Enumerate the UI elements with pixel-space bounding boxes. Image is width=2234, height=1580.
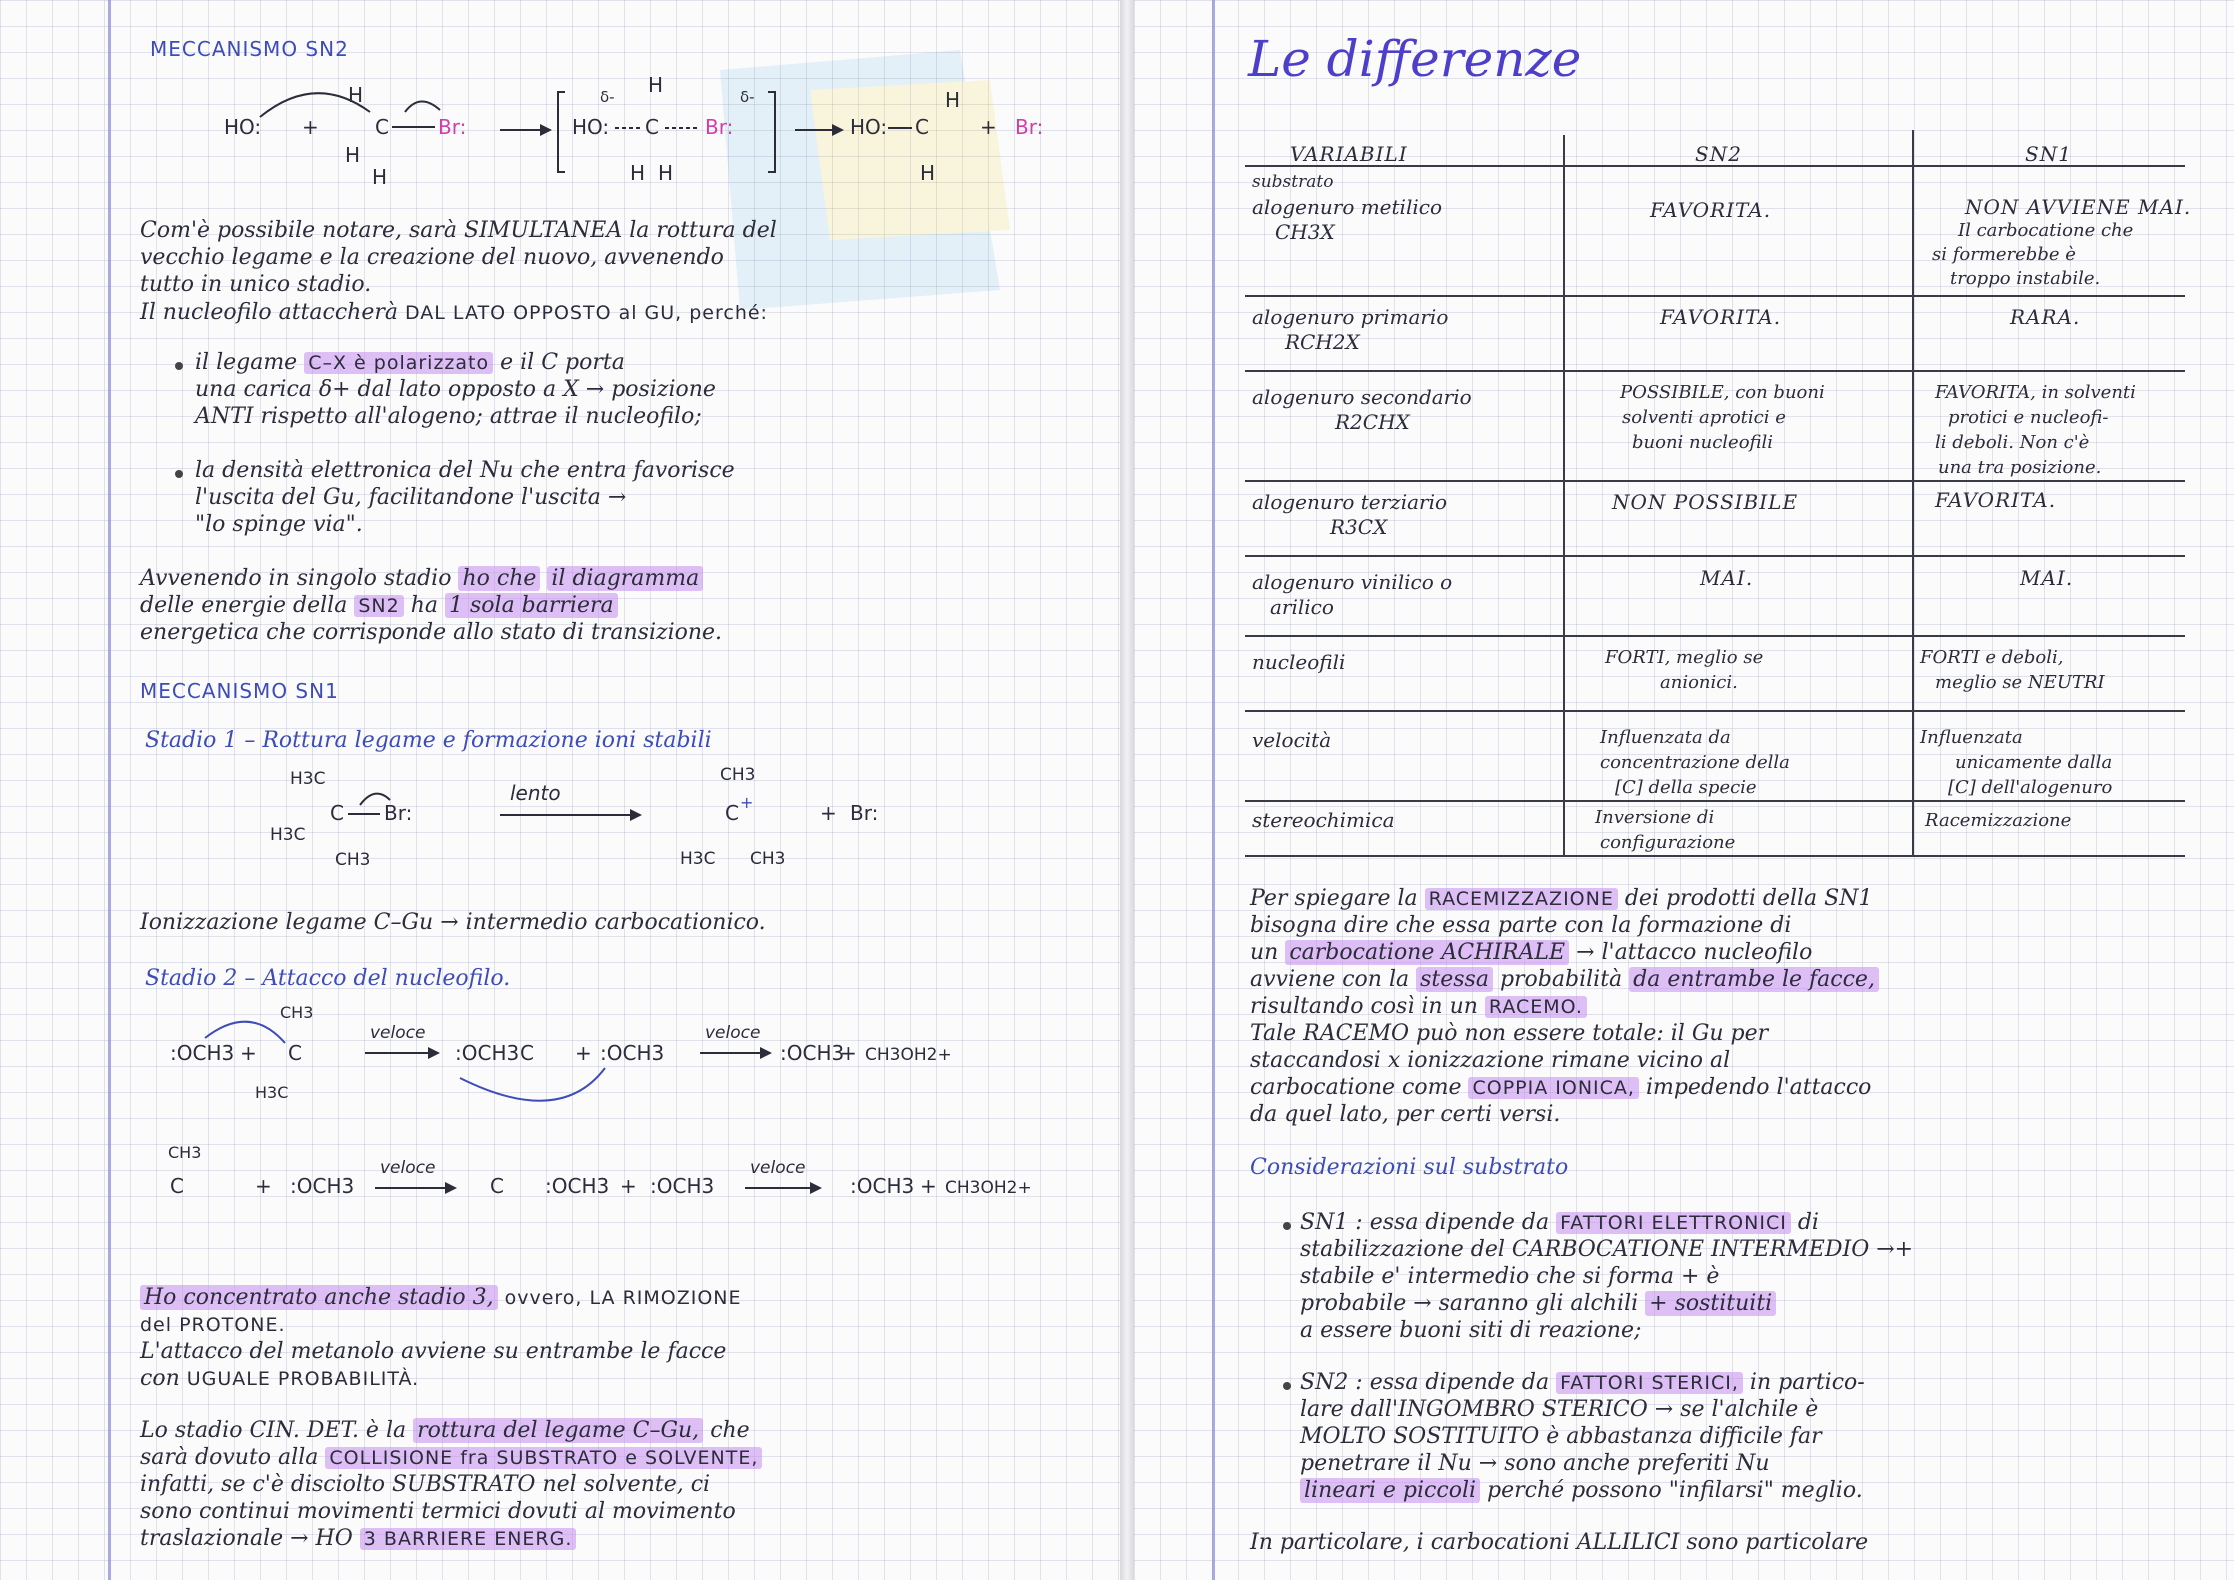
hydroxide-ts: HO: xyxy=(572,115,610,139)
sn1-step1-scheme xyxy=(260,760,960,880)
table-cell: FAVORITA, in solventi xyxy=(1935,382,2136,403)
methyl: CH3 xyxy=(750,849,786,869)
text-line: il legame C–X è polarizzato e il C porta xyxy=(195,350,625,375)
leaving-arrow xyxy=(405,101,440,112)
text-line: l'uscita del Gu, facilitandone l'uscita → xyxy=(195,485,627,510)
text-line: Per spiegare la RACEMIZZAZIONE dei prodotti della SN1 xyxy=(1250,886,1873,911)
table-cell: Racemizzazione xyxy=(1925,810,2072,831)
hydrogen: H xyxy=(945,88,961,112)
text-line: delle energie della SN2 ha 1 sola barriera xyxy=(140,593,618,619)
plus-sign: + xyxy=(302,115,319,139)
methyl: H3C xyxy=(290,769,326,789)
fast-label: veloce xyxy=(380,1158,436,1178)
text-line: del PROTONE. xyxy=(140,1314,286,1336)
plus-sign: + xyxy=(255,1174,272,1198)
methanol: :OCH3 xyxy=(650,1174,715,1198)
oxonium: :OCH3 xyxy=(545,1174,610,1198)
hydroxide: HO: xyxy=(224,115,262,139)
text-line: Avvenendo in singolo stadio ho che il diagramma xyxy=(140,566,703,592)
table-cell: FORTI e deboli, xyxy=(1920,647,2064,668)
table-cell: FORTI, meglio se xyxy=(1605,647,1764,668)
table-cell: li deboli. Non c'è xyxy=(1935,432,2090,453)
positive-charge: + xyxy=(740,793,754,812)
table-cell: Influenzata xyxy=(1920,727,2023,748)
table-cell: Inversione di xyxy=(1595,807,1715,828)
text-line: risultando così in un RACEMO. xyxy=(1250,994,1587,1020)
table-cell: solventi aprotici e xyxy=(1622,407,1786,428)
table-cell: R2CHX xyxy=(1335,410,1410,434)
margin-line xyxy=(108,0,111,1580)
text-line: a essere buoni siti di reazione; xyxy=(1300,1318,1642,1343)
table-header-variabili: VARIABILI xyxy=(1290,142,1408,166)
text-line: In particolare, i carbocationi ALLILICI sono particolare xyxy=(1250,1530,1869,1555)
table-cell: MAI. xyxy=(2020,566,2074,590)
table-cell: Influenzata da xyxy=(1600,727,1731,748)
heading-considerazioni: Considerazioni sul substrato xyxy=(1250,1155,1569,1180)
hydroxide-product: HO: xyxy=(850,115,888,139)
text-line: penetrare il Nu → sono anche preferiti Nu xyxy=(1300,1451,1770,1476)
table-cell: FAVORITA. xyxy=(1935,488,2057,512)
text-line: ANTI rispetto all'alogeno; attrae il nucleofilo; xyxy=(195,404,702,429)
text-line: L'attacco del metanolo avviene su entrambe le facce xyxy=(140,1339,727,1364)
table-cell: NON POSSIBILE xyxy=(1612,490,1799,514)
table-cell: si formerebbe è xyxy=(1932,244,2076,265)
table-cell: anionici. xyxy=(1660,672,1738,693)
text-line: stabile e' intermedio che si forma + è xyxy=(1300,1264,1720,1289)
text-line: SN2 : essa dipende da FATTORI STERICI, in partico- xyxy=(1300,1370,1865,1395)
table-cell: RARA. xyxy=(2010,305,2081,329)
text-line: energetica che corrisponde allo stato di transizione. xyxy=(140,620,723,645)
bracket-right xyxy=(768,92,775,172)
table-cell: troppo instabile. xyxy=(1950,268,2101,289)
text-line: bisogna dire che essa parte con la formazione di xyxy=(1250,913,1792,938)
page-title: Le differenze xyxy=(1248,30,1582,88)
table-cell: una tra posizione. xyxy=(1938,457,2102,478)
text-line: da quel lato, per certi versi. xyxy=(1250,1102,1561,1127)
margin-line xyxy=(1212,0,1215,1580)
hydrogen: H xyxy=(920,161,936,185)
sn1-step2-scheme xyxy=(160,998,1110,1258)
text-line: probabile → saranno gli alchili + sostituiti xyxy=(1300,1291,1776,1317)
bromine: Br: xyxy=(384,801,413,825)
ether-product: :OCH3 xyxy=(780,1041,845,1065)
bullet xyxy=(1283,1222,1291,1230)
text-line: con UGUALE PROBABILITÀ. xyxy=(140,1366,420,1391)
text-line: staccandosi x ionizzazione rimane vicino al xyxy=(1250,1048,1731,1073)
plus-sign: + xyxy=(840,1041,857,1065)
table-cell: POSSIBILE, con buoni xyxy=(1620,382,1825,403)
table-cell: FAVORITA. xyxy=(1650,198,1772,222)
text-line: MOLTO SOSTITUITO è abbastanza difficile far xyxy=(1300,1424,1822,1449)
methyl: CH3 xyxy=(280,1003,314,1022)
table-cell: protici e nucleofi- xyxy=(1948,407,2109,428)
sn2-reaction-scheme xyxy=(220,62,1080,202)
text-line: la densità elettronica del Nu che entra favorisce xyxy=(195,458,735,483)
table-cell: arilico xyxy=(1270,595,1334,619)
carbocation: C xyxy=(170,1174,184,1198)
table-cell: unicamente dalla xyxy=(1955,752,2113,773)
text-line: Com'è possibile notare, sarà SIMULTANEA la rottura del xyxy=(140,218,777,243)
table-header-sn1: SN1 xyxy=(2025,142,2072,166)
methyl: H3C xyxy=(255,1083,289,1102)
hydrogen: H xyxy=(630,161,646,185)
table-cell: RCH2X xyxy=(1285,330,1360,354)
heading-sn2: MECCANISMO SN2 xyxy=(150,37,349,61)
table-cell: alogenuro primario xyxy=(1252,305,1449,329)
methyl: CH3 xyxy=(335,850,371,870)
substrato-label: substrato xyxy=(1252,172,1334,192)
text-line: stabilizzazione del CARBOCATIONE INTERMEDIO →+ xyxy=(1300,1237,1914,1262)
slow-label: lento xyxy=(510,781,561,805)
stadio-2-label: Stadio 2 – Attacco del nucleofilo. xyxy=(145,966,511,991)
text-line: sono continui movimenti termici dovuti al movimento xyxy=(140,1499,736,1524)
methyl: CH3 xyxy=(168,1143,202,1162)
table-cell: Il carbocatione che xyxy=(1958,220,2134,241)
hydrogen: H xyxy=(348,83,364,107)
table-cell: stereochimica xyxy=(1252,808,1395,832)
text-line: una carica δ+ dal lato opposto a X → posizione xyxy=(195,377,716,402)
protonated-methanol: CH3OH2+ xyxy=(945,1178,1032,1198)
bullet xyxy=(1283,1382,1291,1390)
ether-product: :OCH3 xyxy=(850,1174,915,1198)
carbon-ts: C xyxy=(645,115,659,139)
text-line: traslazionale → HO 3 BARRIERE ENERG. xyxy=(140,1526,576,1552)
table-cell: [C] dell'alogenuro xyxy=(1948,777,2113,798)
methanol: :OCH3 xyxy=(600,1041,665,1065)
table-cell: concentrazione della xyxy=(1600,752,1790,773)
text-line: carbocatione come COPPIA IONICA, impedendo l'attacco xyxy=(1250,1075,1872,1100)
methanol: :OCH3 xyxy=(170,1041,235,1065)
table-cell: configurazione xyxy=(1600,832,1736,853)
text-line: vecchio legame e la creazione del nuovo, avvenendo xyxy=(140,245,724,270)
table-cell: buoni nucleofili xyxy=(1632,432,1774,453)
plus-sign: + xyxy=(920,1174,937,1198)
fast-label: veloce xyxy=(705,1023,761,1043)
carbon-product: C xyxy=(915,115,929,139)
methyl: CH3 xyxy=(720,765,756,785)
text-line: avviene con la stessa probabilità da entrambe le facce, xyxy=(1250,967,1879,993)
plus-sign: + xyxy=(820,801,837,825)
text-line: lineari e piccoli perché possono "infilarsi" meglio. xyxy=(1300,1478,1863,1504)
text-line: "lo spinge via". xyxy=(195,512,363,537)
fast-label: veloce xyxy=(370,1023,426,1043)
table-cell: velocità xyxy=(1252,728,1332,752)
methanol: :OCH3 xyxy=(290,1174,355,1198)
carbon: C xyxy=(375,115,389,139)
table-cell: alogenuro metilico xyxy=(1252,195,1442,219)
text-line: Ho concentrato anche stadio 3, ovvero, LA RIMOZIONE xyxy=(140,1285,742,1311)
hydrogen: H xyxy=(372,165,388,189)
table-cell: CH3X xyxy=(1275,220,1335,244)
table-cell: [C] della specie xyxy=(1615,777,1757,798)
notebook-gutter xyxy=(1120,0,1134,1580)
bracket-left xyxy=(558,92,565,172)
carbon: C xyxy=(330,801,344,825)
table-cell: alogenuro terziario xyxy=(1252,490,1448,514)
bromide: Br: xyxy=(850,801,879,825)
table-cell: R3CX xyxy=(1330,515,1388,539)
carbon: C xyxy=(490,1174,504,1198)
table-cell: FAVORITA. xyxy=(1660,305,1782,329)
hydrogen: H xyxy=(648,73,664,97)
carbocation: C xyxy=(725,801,739,825)
bromide: Br: xyxy=(1015,115,1044,139)
delta-minus: δ- xyxy=(740,88,755,106)
plus-sign: + xyxy=(620,1174,637,1198)
text-line: lare dall'INGOMBRO STERICO → se l'alchile è xyxy=(1300,1397,1819,1422)
text-line: tutto in unico stadio. xyxy=(140,272,372,297)
table-cell: NON AVVIENE MAI. xyxy=(1965,195,2192,219)
delta-minus: δ- xyxy=(600,88,615,106)
bullet xyxy=(175,362,183,370)
text-line: Ionizzazione legame C–Gu → intermedio carbocationico. xyxy=(140,910,766,935)
table-cell: alogenuro secondario xyxy=(1252,385,1472,409)
text-line: Lo stadio CIN. DET. è la rottura del legame C–Gu, che xyxy=(140,1418,750,1443)
plus-sign: + xyxy=(980,115,997,139)
text-line: infatti, se c'è disciolto SUBSTRATO nel solvente, ci xyxy=(140,1472,711,1497)
bromine-ts: Br: xyxy=(705,115,734,139)
bromine: Br: xyxy=(438,115,467,139)
text-line: un carbocatione ACHIRALE → l'attacco nucleofilo xyxy=(1250,940,1813,965)
protonated-methanol: CH3OH2+ xyxy=(865,1045,952,1065)
plus-sign: + xyxy=(240,1041,257,1065)
table-cell: meglio se NEUTRI xyxy=(1935,672,2105,693)
table-cell: alogenuro vinilico o xyxy=(1252,570,1453,594)
stadio-1-label: Stadio 1 – Rottura legame e formazione ioni stabili xyxy=(145,728,712,753)
bullet xyxy=(175,470,183,478)
methyl: H3C xyxy=(270,825,306,845)
table-cell: MAI. xyxy=(1700,566,1754,590)
plus-sign: + xyxy=(575,1041,592,1065)
carbocation: C xyxy=(288,1041,302,1065)
hydrogen: H xyxy=(658,161,674,185)
oxonium: :OCH3 xyxy=(455,1041,520,1065)
fast-label: veloce xyxy=(750,1158,806,1178)
table-cell: nucleofili xyxy=(1252,650,1346,674)
hydrogen: H xyxy=(345,143,361,167)
heading-sn1: MECCANISMO SN1 xyxy=(140,679,339,703)
text-line: sarà dovuto alla COLLISIONE fra SUBSTRATO e SOLVENTE, xyxy=(140,1445,762,1471)
carbon: C xyxy=(520,1041,534,1065)
text-line: SN1 : essa dipende da FATTORI ELETTRONICI di xyxy=(1300,1210,1819,1235)
text-line: Il nucleofilo attaccherà DAL LATO OPPOSTO al GU, perché: xyxy=(140,300,768,325)
table-header-sn2: SN2 xyxy=(1695,142,1742,166)
text-line: Tale RACEMO può non essere totale: il Gu per xyxy=(1250,1021,1769,1046)
methyl: H3C xyxy=(680,849,716,869)
